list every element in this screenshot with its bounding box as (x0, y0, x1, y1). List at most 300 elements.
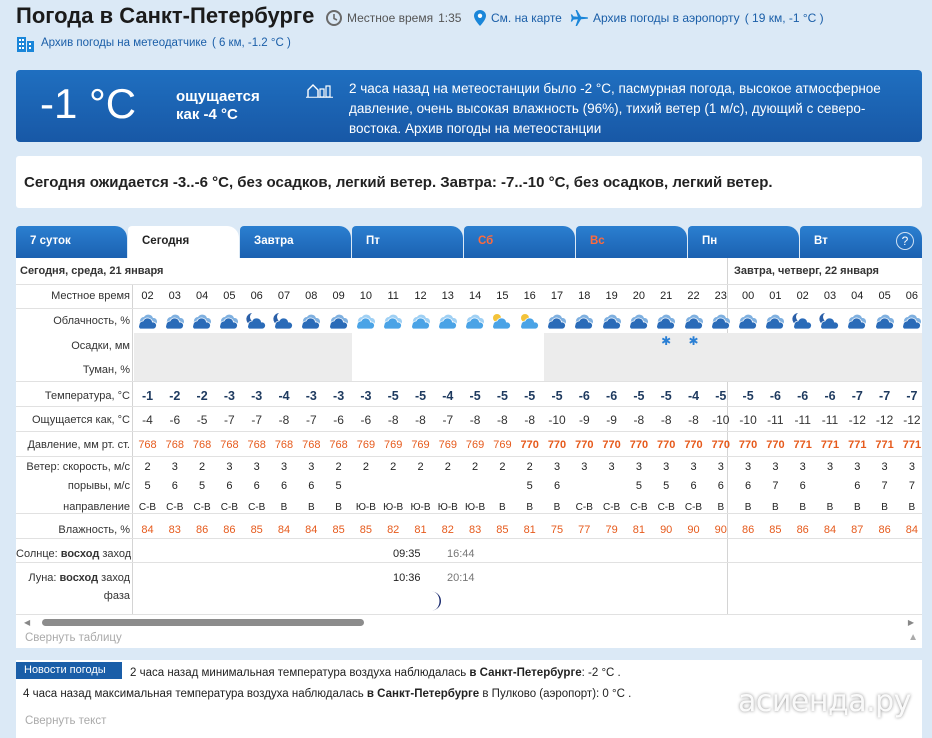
row-label-humidity: Влажность, % (58, 524, 130, 536)
feels-like-cell: -8 (387, 413, 399, 427)
wind-speed-cell: 2 (362, 461, 369, 473)
humidity-cell: 77 (578, 524, 591, 536)
hour-cell: 02 (796, 290, 809, 302)
local-time-value: 1:35 (438, 11, 462, 25)
row-divider (16, 308, 922, 309)
cloud-icon (299, 312, 323, 330)
gusts-cell: 6 (253, 480, 260, 492)
temperature-cell: -3 (333, 389, 345, 403)
wind-speed-cell: 3 (826, 461, 834, 473)
temperature-cell: -5 (551, 389, 563, 403)
feels-like-line2: как -4 °C (176, 106, 238, 123)
temperature-cell: -5 (524, 389, 536, 403)
gusts-cell: 7 (881, 480, 888, 492)
pressure-cell: 769 (384, 439, 403, 451)
feels-like-cell: -7 (251, 413, 263, 427)
wind-speed-cell: 3 (745, 461, 752, 473)
forecast-summary-text: Сегодня ожидается -3..-6 °C, без осадков, легкий ветер. Завтра: -7..-10 °C, без осадков, легкий ветер. (24, 174, 773, 191)
snowflake-icon: ✱ (661, 334, 672, 348)
tab-2[interactable] (240, 226, 351, 258)
feels-like-cell: -11 (821, 413, 839, 427)
airport-archive-label[interactable]: Архив погоды в аэропорту (593, 11, 740, 25)
row-divider (16, 513, 922, 514)
feels-like-cell: -8 (497, 413, 508, 427)
pressure-cell: 770 (657, 439, 676, 451)
cloud-icon (518, 312, 542, 330)
tab-label: Сб (478, 235, 494, 247)
station-note: ( 6 км, -1.2 °C ) (211, 37, 291, 49)
wind-speed-cell: 3 (663, 461, 670, 473)
collapse-text-link[interactable]: Свернуть текст (25, 715, 107, 727)
humidity-cell: 85 (496, 524, 509, 536)
wind-direction-cell: В (826, 502, 834, 513)
wind-speed-cell: 2 (390, 461, 397, 473)
tab-3[interactable] (352, 226, 463, 258)
hour-cell: 14 (468, 290, 482, 302)
cloud-icon (900, 312, 922, 330)
wind-speed-cell: 3 (171, 461, 178, 473)
wind-direction-cell: В (307, 502, 315, 513)
wind-direction-cell: В (499, 502, 506, 513)
wind-direction-cell: С-В (630, 502, 648, 513)
cloud-icon (436, 312, 460, 330)
station-archive-link[interactable] (16, 34, 291, 52)
temperature-cell: -5 (633, 389, 645, 403)
cloud-icon (327, 312, 351, 330)
wind-speed-cell: 3 (608, 461, 615, 473)
map-pin-icon (474, 10, 486, 26)
pressure-cell: 768 (329, 439, 348, 451)
wind-direction-cell: С-В (248, 502, 266, 513)
temperature-cell: -5 (387, 389, 399, 403)
hour-cell: 18 (578, 290, 591, 302)
pressure-cell: 768 (192, 439, 212, 451)
scroll-thumb[interactable] (42, 619, 364, 626)
gusts-cell: 6 (690, 480, 697, 492)
cloud-icon (654, 312, 678, 330)
tab-label: 7 суток (30, 235, 71, 247)
pressure-cell: 769 (411, 439, 430, 451)
humidity-cell: 86 (223, 524, 236, 536)
news-line-2-link[interactable]: в Санкт-Петербурге (366, 688, 480, 700)
hour-cell: 13 (441, 290, 454, 302)
wind-direction-cell: Ю-В (383, 502, 404, 513)
row-label-gusts: порывы, м/с (67, 480, 130, 492)
humidity-cell: 85 (359, 524, 373, 536)
wind-direction-cell: В (853, 502, 861, 513)
tab-label: Пн (702, 235, 718, 247)
feels-like-cell: -5 (196, 413, 208, 427)
gusts-cell: 5 (199, 480, 206, 492)
news-line-2: 4 часа назад максимальная температура воздуха наблюдалась в Санкт-Петербурге в Пулково (аэропорт): 0 °C . (23, 688, 632, 700)
cloud-icon (463, 312, 487, 330)
gusts-cell: 6 (171, 480, 178, 492)
wind-direction-cell: Ю-В (355, 502, 376, 513)
feels-like-cell: -10 (712, 413, 730, 427)
hour-cell: 10 (359, 290, 373, 302)
row-label-phase: фаза (103, 590, 130, 602)
tab-0[interactable] (16, 226, 127, 258)
building-icon (16, 34, 36, 52)
wind-direction-cell: С-В (166, 502, 184, 513)
wind-direction-cell: В (280, 502, 288, 513)
wind-speed-cell: 3 (854, 461, 861, 473)
feels-like-cell: -11 (794, 413, 811, 427)
hour-cell: 05 (878, 290, 891, 302)
humidity-cell: 81 (523, 524, 536, 536)
temperature-cell: -3 (360, 389, 372, 403)
row-divider (16, 562, 922, 563)
humidity-cell: 75 (550, 524, 564, 536)
station-archive-label[interactable]: Архив погоды на метеодатчике (41, 37, 207, 49)
pressure-cell: 771 (875, 439, 894, 451)
pressure-cell: 770 (575, 439, 594, 451)
temperature-cell: -4 (442, 389, 454, 403)
forecast-table (16, 258, 922, 648)
pressure-cell: 769 (356, 439, 376, 451)
feels-like-cell: -6 (360, 413, 372, 427)
feels-like-cell: -12 (875, 413, 894, 427)
feels-like-cell: -8 (688, 413, 699, 427)
temperature-cell: -5 (715, 389, 727, 403)
cloud-icon (245, 312, 269, 330)
cloud-icon (163, 312, 187, 330)
watermark-logo: асиенда.ру (738, 684, 911, 719)
wind-direction-cell: С-В (575, 502, 593, 513)
wind-direction-cell: Ю-В (465, 502, 486, 513)
hour-cell: 04 (851, 290, 864, 302)
temperature-cell: -6 (606, 389, 618, 403)
hour-cell: 12 (414, 290, 427, 302)
temperature-cell: -4 (278, 389, 290, 403)
clock-icon (326, 10, 342, 26)
tab-6[interactable] (688, 226, 799, 258)
cloud-icon (409, 312, 433, 330)
scroll-right-arrow-icon[interactable]: ▶ (907, 618, 914, 627)
gusts-cell: 5 (335, 480, 342, 492)
wind-direction-cell: В (717, 502, 725, 513)
temperature-cell: -7 (879, 389, 891, 403)
wind-direction-cell: В (335, 502, 342, 513)
local-time (326, 10, 461, 26)
cloud-icon (490, 312, 514, 330)
hour-cell: 09 (332, 290, 345, 302)
collapse-table-link[interactable]: Свернуть таблицу (25, 632, 122, 644)
feels-like-cell: -6 (169, 413, 181, 427)
cloud-icon (627, 312, 651, 330)
gusts-cell: 6 (854, 480, 861, 492)
wind-speed-cell: 3 (908, 461, 915, 473)
row-divider (16, 381, 922, 382)
feels-like-cell: -9 (606, 413, 617, 427)
wind-speed-cell: 2 (417, 461, 424, 473)
current-weather-panel (16, 70, 922, 142)
hour-cell: 06 (250, 290, 263, 302)
weather-station-icon (306, 82, 334, 98)
hour-cell: 11 (387, 290, 399, 302)
temperature-cell: -5 (414, 389, 427, 403)
sunset-time: 16:44 (447, 548, 475, 560)
wind-speed-cell: 3 (799, 461, 806, 473)
humidity-cell: 82 (441, 524, 454, 536)
moon-phase-icon (428, 590, 444, 612)
pressure-cell: 769 (465, 439, 485, 451)
news-line-1: 2 часа назад минимальная температура воздуха наблюдалась в Санкт-Петербурге: -2 °C . (130, 667, 621, 679)
feels-like-cell: -10 (739, 413, 757, 427)
wind-direction-cell: В (881, 502, 888, 513)
column-divider (132, 284, 133, 614)
cloud-icon (545, 312, 569, 330)
help-icon[interactable]: ? (896, 232, 914, 250)
pressure-cell: 768 (165, 439, 184, 451)
row-label-pressure: Давление, мм рт. ст. (27, 439, 130, 451)
feels-like-cell: -8 (278, 413, 290, 427)
wind-speed-cell: 2 (144, 461, 151, 473)
temperature-cell: -6 (578, 389, 590, 403)
wind-speed-cell: 3 (308, 461, 315, 473)
airport-archive-link[interactable] (570, 10, 824, 26)
tab-label: Вс (590, 235, 605, 247)
pressure-cell: 769 (438, 439, 457, 451)
pressure-cell: 769 (493, 439, 512, 451)
humidity-cell: 85 (769, 524, 782, 536)
pressure-cell: 770 (738, 439, 758, 451)
humidity-cell: 86 (796, 524, 809, 536)
wind-speed-cell: 3 (553, 461, 561, 473)
wind-direction-cell: С-В (193, 502, 211, 513)
wind-direction-cell: С-В (684, 502, 703, 513)
wind-direction-cell: С-В (138, 502, 157, 513)
row-label-feels: Ощущается как, °C (31, 414, 130, 426)
wind-speed-cell: 2 (526, 461, 533, 473)
feels-like-cell: -12 (848, 413, 866, 427)
pressure-cell: 768 (274, 439, 294, 451)
wind-direction-cell: Ю-В (410, 502, 431, 513)
temperature-cell: -6 (824, 389, 836, 403)
wind-speed-cell: 2 (499, 461, 506, 473)
row-label-direction: направление (63, 501, 130, 513)
feels-like-cell: -8 (660, 413, 672, 427)
tab-7[interactable] (800, 226, 922, 258)
map-link-label[interactable]: См. на карте (491, 11, 562, 25)
collapse-up-icon[interactable]: ▲ (908, 632, 918, 643)
row-divider (16, 538, 922, 539)
feels-like-cell: -7 (224, 413, 235, 427)
humidity-cell: 84 (905, 524, 919, 536)
wind-speed-cell: 2 (472, 461, 479, 473)
tab-label: Пт (366, 235, 380, 247)
hour-cell: 06 (905, 290, 919, 302)
sunrise-time: 09:35 (393, 548, 421, 560)
local-time-label: Местное время (347, 11, 434, 25)
humidity-cell: 84 (277, 524, 291, 536)
wind-direction-cell: В (744, 502, 752, 513)
hour-cell: 21 (660, 290, 673, 302)
row-divider (16, 456, 922, 457)
row-label-wind: Ветер: скорость, м/с (26, 461, 130, 473)
table-scrollbar[interactable] (24, 618, 914, 627)
humidity-cell: 85 (250, 524, 263, 536)
gusts-cell: 5 (663, 480, 670, 492)
cloud-icon (354, 312, 378, 330)
wind-direction-cell: С-В (602, 502, 621, 513)
humidity-cell: 84 (305, 524, 318, 536)
night-shade (134, 333, 352, 381)
cloud-icon (791, 312, 815, 330)
tab-label: Сегодня (142, 235, 190, 247)
pressure-cell: 770 (547, 439, 567, 451)
pressure-cell: 770 (766, 439, 785, 451)
pressure-cell: 768 (220, 439, 239, 451)
feels-like-cell: -7 (305, 413, 317, 427)
temperature-cell: -5 (742, 389, 754, 403)
feels-like-cell: -9 (578, 413, 590, 427)
temperature-cell: -2 (169, 389, 181, 403)
tab-label: Вт (814, 235, 828, 247)
wind-direction-cell: В (908, 502, 916, 513)
cloud-icon (600, 312, 624, 330)
hour-cell: 00 (741, 290, 755, 302)
tab-5[interactable] (576, 226, 687, 258)
tab-1[interactable] (128, 226, 239, 258)
pressure-cell: 770 (602, 439, 621, 451)
cloud-icon (572, 312, 596, 330)
hour-cell: 07 (277, 290, 291, 302)
humidity-cell: 84 (141, 524, 154, 536)
temperature-cell: -7 (906, 389, 918, 403)
news-line-1-link[interactable]: в Санкт-Петербурге (469, 667, 582, 679)
hour-cell: 20 (632, 290, 646, 302)
night-shade (735, 333, 922, 381)
feels-like-cell: -8 (469, 413, 481, 427)
temperature-cell: -4 (687, 389, 700, 403)
cloud-icon (381, 312, 405, 330)
row-label-time: Местное время (51, 290, 130, 302)
tab-4[interactable] (464, 226, 575, 258)
humidity-cell: 79 (605, 524, 618, 536)
wind-direction-cell: С-В (657, 502, 675, 513)
humidity-cell: 90 (660, 524, 673, 536)
hour-cell: 03 (823, 290, 837, 302)
feels-like (176, 88, 286, 124)
feels-like-cell: -8 (415, 413, 426, 427)
temperature-cell: -3 (305, 389, 317, 403)
wind-direction-cell: В (772, 502, 779, 513)
hour-cell: 04 (195, 290, 209, 302)
gusts-cell: 7 (908, 480, 915, 492)
snowflake-icon: ✱ (688, 334, 699, 348)
row-divider (16, 614, 922, 615)
cloud-icon (736, 312, 760, 330)
temperature-cell: -3 (251, 389, 263, 403)
pressure-cell: 768 (247, 439, 266, 451)
row-label-fog: Туман, % (82, 364, 130, 376)
wind-speed-cell: 2 (444, 461, 451, 473)
humidity-cell: 90 (714, 524, 727, 536)
map-link[interactable] (474, 10, 562, 26)
humidity-cell: 86 (195, 524, 209, 536)
moonrise-time: 10:36 (393, 572, 421, 584)
temperature-cell: -6 (797, 389, 809, 403)
feels-like-cell: -6 (333, 413, 344, 427)
cloud-icon (818, 312, 842, 330)
cloud-icon (709, 312, 733, 330)
forecast-summary (16, 156, 922, 208)
gusts-cell: 6 (745, 480, 752, 492)
row-divider (16, 431, 922, 432)
gusts-cell: 6 (280, 480, 288, 492)
airport-note: ( 19 км, -1 °C ) (744, 11, 824, 25)
wind-direction-cell: В (526, 502, 534, 513)
feels-like-cell: -4 (142, 413, 153, 427)
humidity-cell: 90 (687, 524, 700, 536)
temperature-cell: -5 (469, 389, 481, 403)
humidity-cell: 81 (632, 524, 646, 536)
pressure-cell: 771 (902, 439, 922, 451)
cloud-icon (217, 312, 241, 330)
gusts-cell: 6 (226, 480, 233, 492)
wind-direction-cell: Ю-В (437, 502, 458, 513)
cloud-icon (682, 312, 706, 330)
pressure-cell: 771 (848, 439, 867, 451)
row-label-precip: Осадки, мм (71, 340, 130, 352)
row-divider (16, 406, 922, 407)
wind-speed-cell: 3 (690, 461, 697, 473)
wind-speed-cell: 3 (581, 461, 588, 473)
feels-like-cell: -12 (903, 413, 921, 427)
pressure-cell: 768 (138, 439, 157, 451)
row-label-clouds: Облачность, % (53, 315, 130, 327)
temperature-cell: -6 (769, 389, 781, 403)
pressure-cell: 771 (793, 439, 812, 451)
day2-label: Завтра, четверг, 22 января (734, 265, 879, 277)
hour-cell: 03 (168, 290, 181, 302)
pressure-cell: 771 (820, 439, 840, 451)
cloud-icon (272, 312, 296, 330)
page-title: Погода в Санкт-Петербурге (16, 3, 315, 28)
temperature-cell: -7 (851, 389, 863, 403)
wind-direction-cell: С-В (220, 502, 238, 513)
hour-cell: 02 (141, 290, 154, 302)
pressure-cell: 768 (302, 439, 321, 451)
airplane-icon (570, 10, 588, 26)
station-observation-text: 2 часа назад на метеостанции было -2 °C, пасмурная погода, высокое атмосферное давление, очень высокая влажность (96%), тихий ветер (1 м/с), дующий с северо-востока. Архив погоды на метеостанции (349, 81, 881, 136)
wind-speed-cell: 2 (199, 461, 206, 473)
temperature-cell: -5 (660, 389, 672, 403)
day1-label: Сегодня, среда, 21 января (20, 265, 164, 277)
forecast-grid (16, 258, 922, 614)
wind-speed-cell: 3 (772, 461, 779, 473)
temperature-cell: -3 (223, 389, 235, 403)
cloud-icon (136, 312, 160, 330)
humidity-cell: 86 (878, 524, 891, 536)
wind-speed-cell: 3 (635, 461, 642, 473)
gusts-cell: 5 (144, 480, 151, 492)
row-divider (16, 284, 922, 285)
humidity-cell: 86 (741, 524, 755, 536)
scroll-left-arrow-icon[interactable]: ◀ (24, 618, 31, 627)
gusts-cell: 6 (553, 480, 561, 492)
gusts-cell: 6 (799, 480, 806, 492)
row-label-sun: Солнце: восход заход (16, 548, 132, 560)
cloud-icon (763, 312, 787, 330)
humidity-cell: 83 (168, 524, 181, 536)
wind-speed-cell: 3 (280, 461, 288, 473)
pressure-cell: 770 (520, 439, 539, 451)
feels-like-cell: -10 (548, 413, 566, 427)
wind-speed-cell: 3 (717, 461, 724, 473)
gusts-cell: 7 (772, 480, 779, 492)
